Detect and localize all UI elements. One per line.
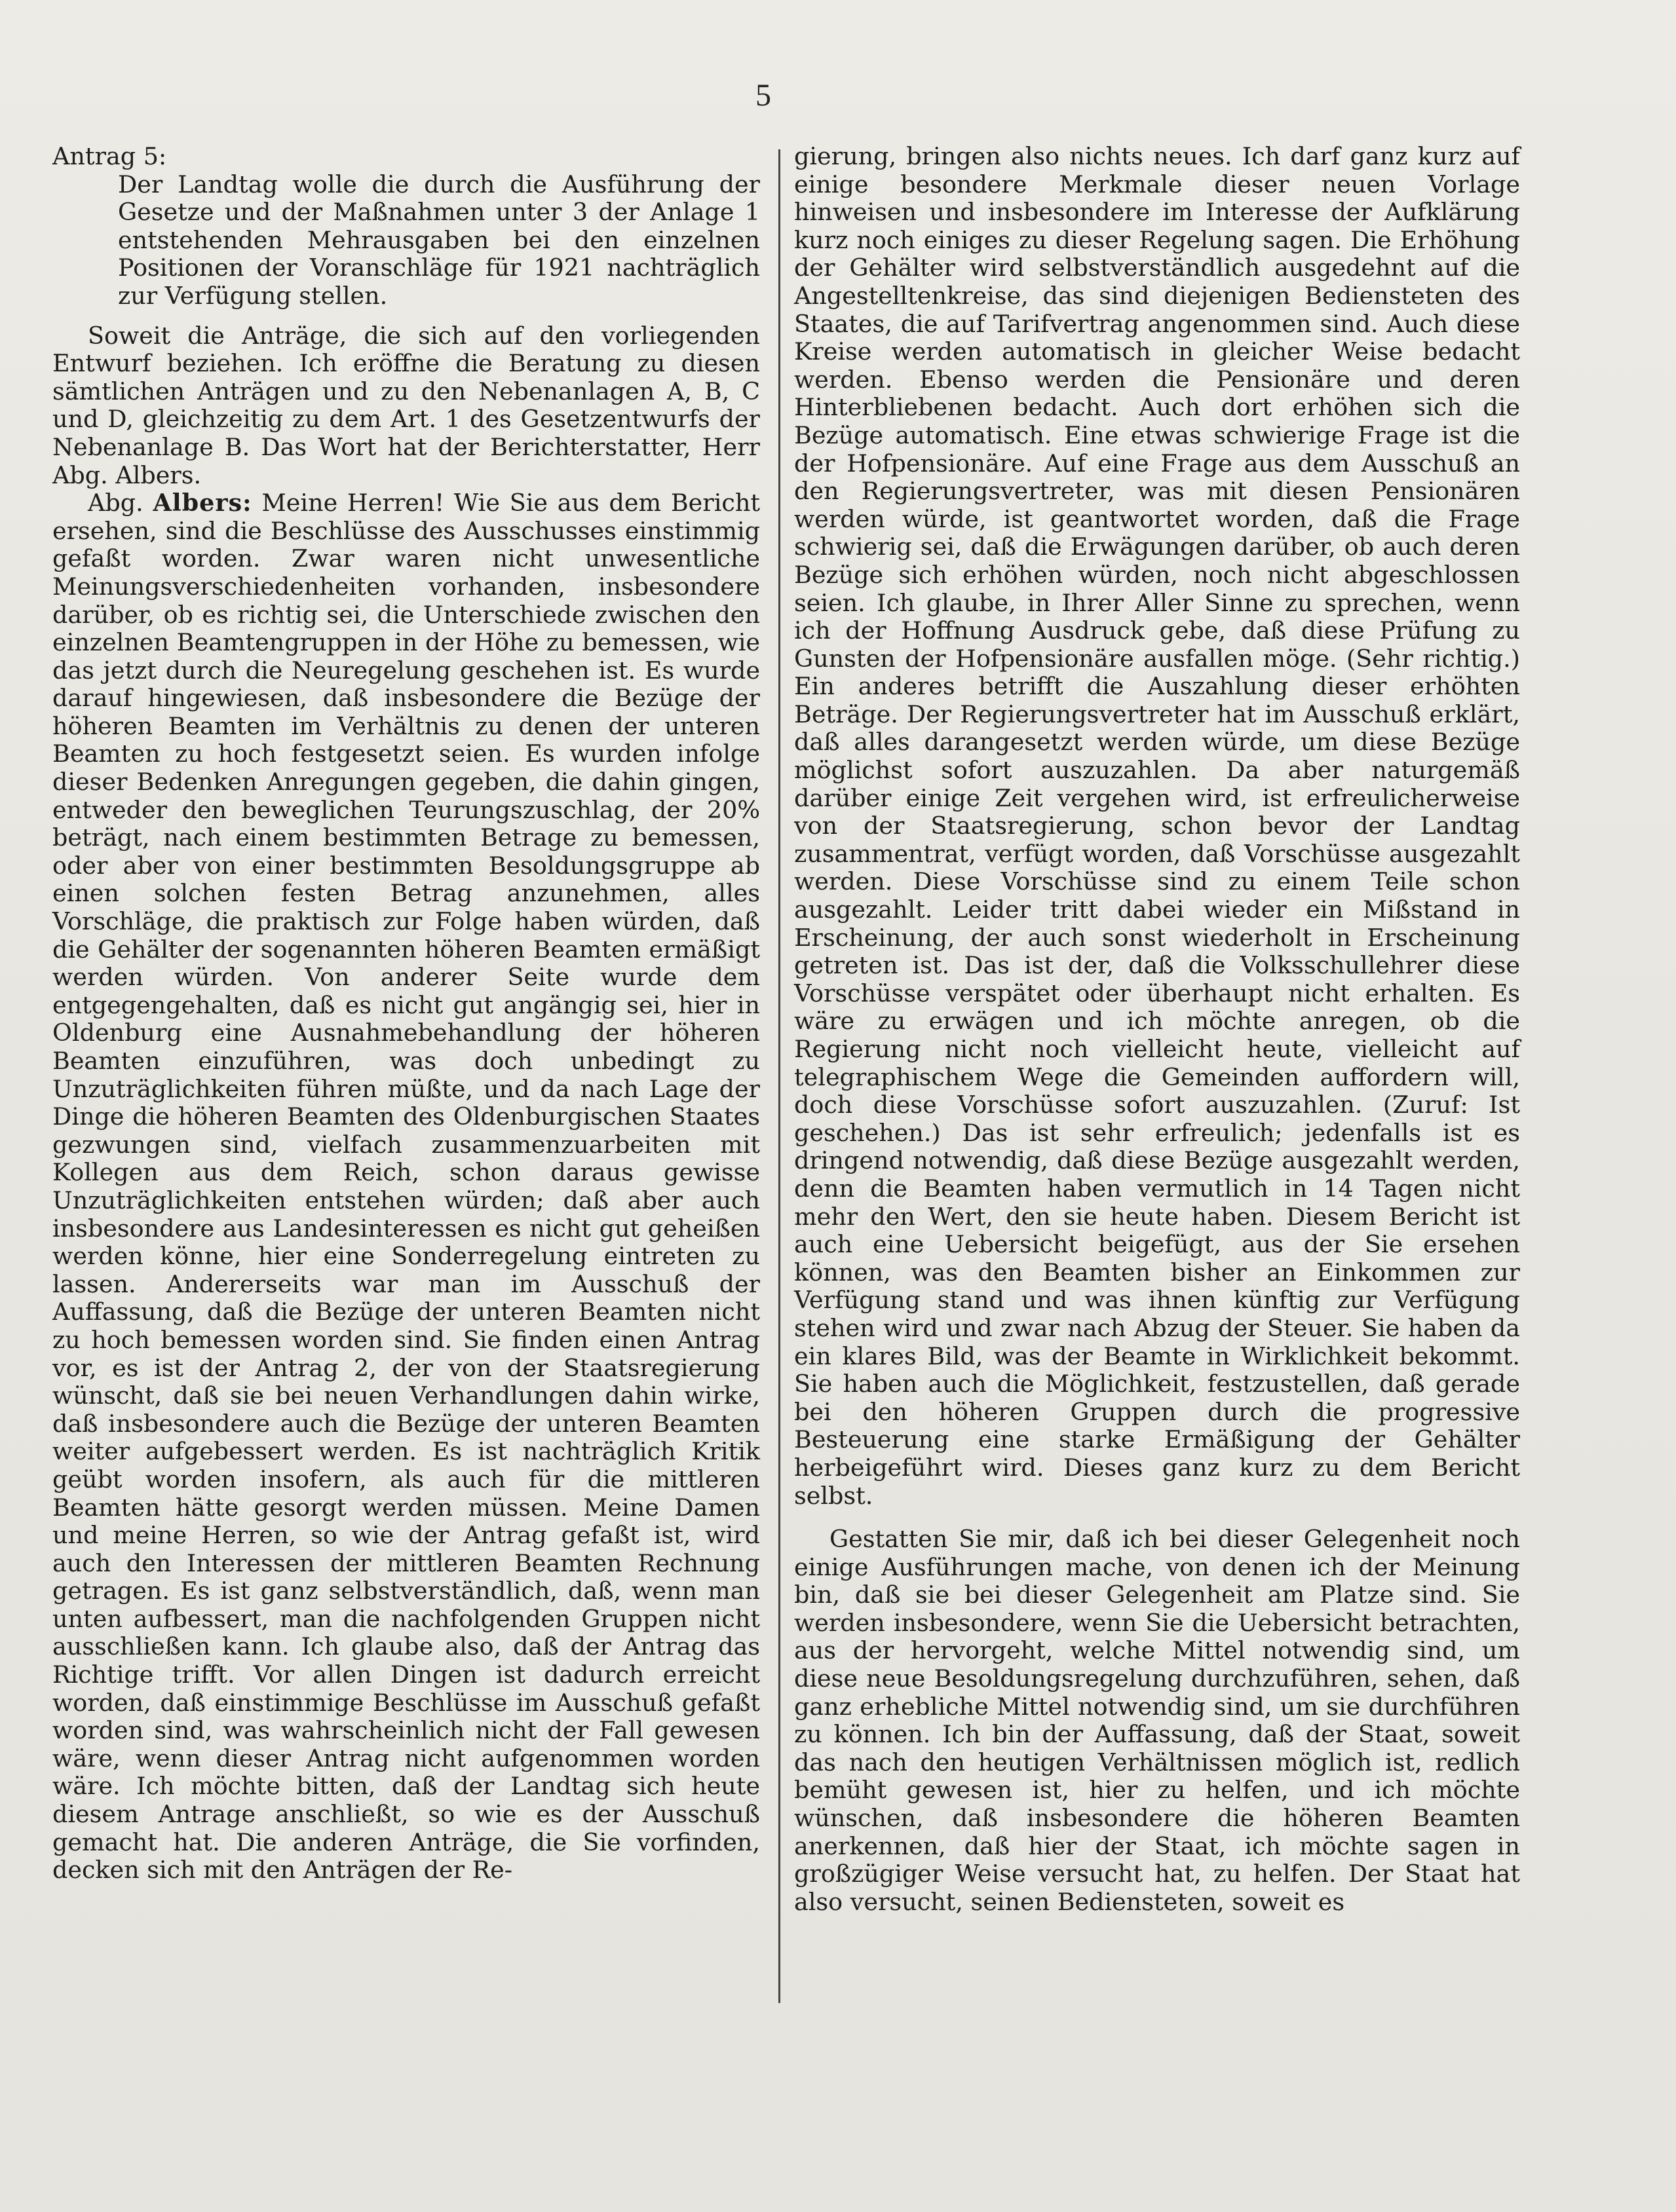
speech-paragraph [52, 489, 760, 1884]
speech-text: Meine Herren! Wie Sie aus dem Bericht ersehen, sind die Beschlüsse des Ausschusses einstimmig gefaßt worden. Zwar waren nicht unwesentliche Meinungsverschiedenheiten vorhanden, insbesondere darüber, ob es richtig sei, die Unterschiede zwischen den einzelnen Beamtengruppen in der Höhe zu bemessen, wie das jetzt durch die Neuregelung geschehen ist. Es wurde darauf hingewiesen, daß insbesondere die Bezüge der höheren Beamten im Verhältnis zu denen der unteren Beamten zu hoch festgesetzt seien. Es wurden infolge dieser Bedenken Anregungen gegeben, die dahin gingen, entweder den beweglichen Teurungszuschlag, der 20% beträgt, nach einem bestimmten Betrage zu bemessen, oder aber von einer bestimmten Besoldungsgruppe ab einen solchen festen Betrag anzunehmen, alles Vorschläge, die praktisch zur Folge haben würden, daß die Gehälter der sogenannten höheren Beamten ermäßigt werden würden. Von anderer Seite wurde dem entgegengehalten, daß es nicht gut angängig sei, hier in Oldenburg eine Ausnahmebehandlung der höheren Beamten einzuführen, was doch unbedingt zu Unzuträglichkeiten führen müßte, und da nach Lage der Dinge die höheren Beamten des Oldenburgischen Staates gezwungen sind, vielfach zusammenzuarbeiten mit Kollegen aus dem Reich, schon daraus gewisse Unzuträglichkeiten entstehen würden; daß aber auch insbesondere aus Landesinteressen es nicht gut geheißen werden könne, hier eine Sonderregelung eintreten zu lassen. Andererseits war man im Ausschuß der Auffassung, daß die Bezüge der unteren Beamten nicht zu hoch bemessen worden sind. Sie finden einen Antrag vor, es ist der Antrag 2, der von der Staatsregierung wünscht, daß sie bei neuen Verhandlungen dahin wirke, daß insbesondere auch die Bezüge der unteren Beamten weiter aufgebessert werden. Es ist nachträglich Kritik geübt worden insofern, als auch für die mittleren Beamten hätte gesorgt werden müssen. Meine Damen und meine Herren, so wie der Antrag gefaßt ist, wird auch den Interessen der mittleren Beamten Rechnung getragen. Es ist ganz selbstverständlich, daß, wenn man unten aufbessert, man die nachfolgenden Gruppen nicht ausschließen kann. Ich glaube also, daß der Antrag das Richtige trifft. Vor allen Dingen ist dadurch erreicht worden, daß einstimmige Beschlüsse im Ausschuß gefaßt worden sind, was wahrscheinlich nicht der Fall gewesen wäre, wenn dieser Antrag nicht aufgenommen worden wäre. Ich möchte bitten, daß der Landtag sich heute diesem Antrage anschließt, so wie es der Ausschuß gemacht hat. Die anderen Anträge, die Sie vorfinden, decken sich mit den Anträgen der Re- [52, 489, 760, 1884]
opening-paragraph: Soweit die Anträge, die sich auf den vorliegenden Entwurf beziehen. Ich eröffne die Beratung zu diesen sämtlichen Anträgen und zu den Nebenanlagen A, B, C und D, gleichzeitig zu dem Art. 1 des Gesetzentwurfs der Nebenanlage B. Das Wort hat der Berichterstatter, Herr Abg. Albers. [52, 321, 760, 489]
right-paragraph-1: gierung, bringen also nichts neues. Ich darf ganz kurz auf einige besondere Merkmale dieser neuen Vorlage hinweisen und insbesondere im Interesse der Aufklärung kurz noch einiges zu dieser Regelung sagen. Die Erhöhung der Gehälter wird selbstverständlich ausgedehnt auf die Angestelltenkreise, das sind diejenigen Bediensteten des Staates, die auf Tarifvertrag angenommen sind. Auch diese Kreise werden automatisch in gleicher Weise bedacht werden. Ebenso werden die Pensionäre und deren Hinterbliebenen bedacht. Auch dort erhöhen sich die Bezüge automatisch. Eine etwas schwierige Frage ist die der Hofpensionäre. Auf eine Frage aus dem Ausschuß an den Regierungsvertreter, was mit diesen Pensionären werden würde, ist geantwortet worden, daß die Frage schwierig sei, daß die Erwägungen darüber, ob auch deren Bezüge sich erhöhen würden, noch nicht abgeschlossen seien. Ich glaube, in Ihrer Aller Sinne zu sprechen, wenn ich der Hoffnung Ausdruck gebe, daß diese Prüfung zu Gunsten der Hofpensionäre ausfallen möge. (Sehr richtig.) Ein anderes betrifft die Auszahlung dieser erhöhten Beträge. Der Regierungsvertreter hat im Ausschuß erklärt, daß alles darangesetzt werden würde, um diese Bezüge möglichst sofort auszuzahlen. Da aber naturgemäß darüber einige Zeit vergehen wird, ist erfreulicherweise von der Staatsregierung, schon bevor der Landtag zusammentrat, verfügt worden, daß Vorschüsse ausgezahlt werden. Diese Vorschüsse sind zu einem Teile schon ausgezahlt. Leider tritt dabei wieder ein Mißstand in Erscheinung, der auch sonst wiederholt in Erscheinung getreten ist. Das ist der, daß die Volksschullehrer diese Vorschüsse verspätet oder überhaupt nicht erhalten. Es wäre zu erwägen und ich möchte anregen, ob die Regierung nicht noch vielleicht heute, vielleicht auf telegraphischem Wege die Gemeinden auffordern will, doch diese Vorschüsse sofort auszuzahlen. (Zuruf: Ist geschehen.) Das ist sehr erfreulich; jedenfalls ist es dringend notwendig, daß diese Bezüge ausgezahlt werden, denn die Beamten haben vermutlich in 14 Tagen nicht mehr den Wert, den sie heute haben. Diesem Bericht ist auch eine Uebersicht beigefügt, aus der Sie ersehen können, was den Beamten bisher an Einkommen zur Verfügung stand und was ihnen künftig zur Verfügung stehen wird und zwar nach Abzug der Steuer. Sie haben da ein klares Bild, was der Beamte in Wirklichkeit bekommt. Sie haben auch die Möglichkeit, festzustellen, daß gerade bei den höheren Gruppen durch die progressive Besteuerung eine starke Ermäßigung der Gehälter herbeigeführt wird. Dieses ganz kurz zu dem Bericht selbst. [794, 142, 1520, 1510]
speaker-name: Albers: [153, 489, 252, 517]
antrag-text: Der Landtag wolle die durch die Ausführung der Gesetze und der Maßnahmen unter 3 der Anlage 1 entstehenden Mehrausgaben bei den einzelnen Positionen der Voranschläge für 1921 nachträglich zur Verfügung stellen. [118, 170, 760, 310]
left-column [52, 143, 760, 1884]
right-column [794, 143, 1520, 1916]
speaker-prefix: Abg. [88, 489, 143, 517]
column-divider [778, 149, 780, 2003]
right-paragraph-2: Gestatten Sie mir, daß ich bei dieser Gelegenheit noch einige Ausführungen mache, von denen ich der Meinung bin, daß sie bei dieser Gelegenheit am Platze sind. Sie werden insbesondere, wenn Sie die Uebersicht betrachten, aus der hervorgeht, welche Mittel notwendig sind, um diese neue Besoldungsregelung durchzuführen, sehen, daß ganz erhebliche Mittel notwendig sind, um sie durchführen zu können. Ich bin der Auffassung, daß der Staat, soweit das nach den heutigen Verhältnissen möglich ist, redlich bemüht gewesen ist, hier zu helfen, und ich möchte wünschen, daß insbesondere die höheren Beamten anerkennen, daß hier der Staat, ich möchte sagen in großzügiger Weise versucht hat, zu helfen. Der Staat hat also versucht, seinen Bediensteten, soweit es [794, 1525, 1520, 1916]
antrag-heading: Antrag 5: [52, 142, 167, 170]
page-number: 5 [755, 78, 771, 113]
